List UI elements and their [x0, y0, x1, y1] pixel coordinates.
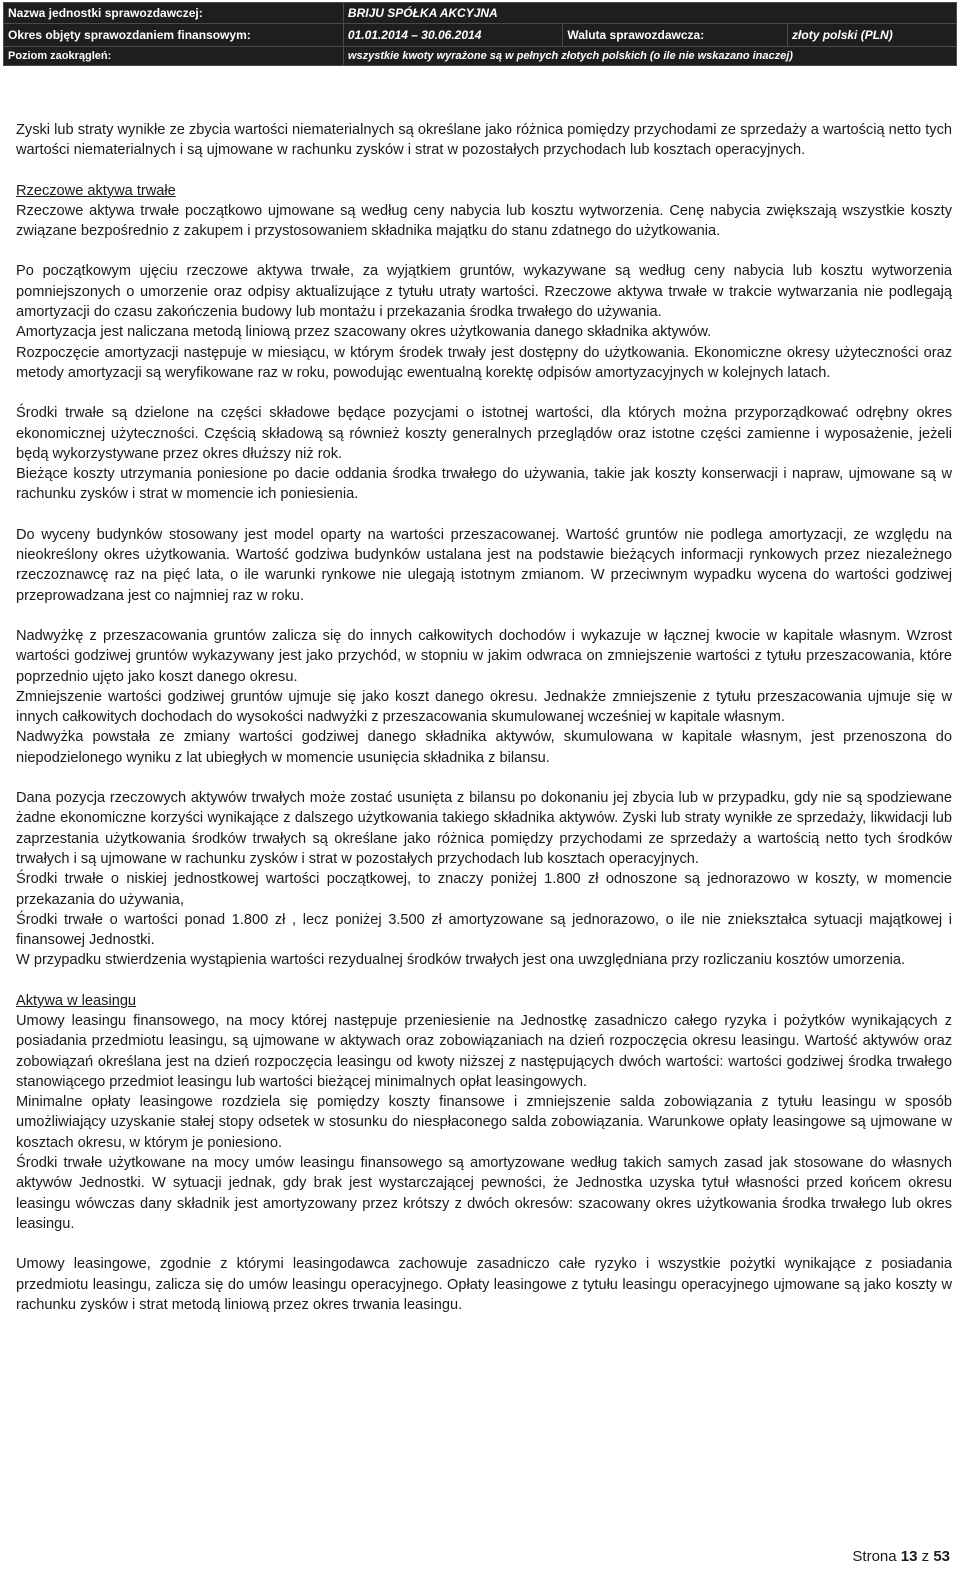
currency-label: Waluta sprawozdawcza:: [563, 24, 788, 47]
report-header: [3, 2, 957, 66]
rounding-label: Poziom zaokrągleń:: [4, 47, 344, 66]
entity-value: BRIJU SPÓŁKA AKCYJNA: [343, 3, 956, 24]
rounding-value: wszystkie kwoty wyrażone są w pełnych złotych polskich (o ile nie wskazano inaczej): [343, 47, 956, 66]
paragraph: W przypadku stwierdzenia wystąpienia wartości rezydualnej środków trwałych jest ona uwzględniana przy rozliczaniu kosztów umorzenia.: [16, 952, 905, 969]
section-heading-aktywa-w-leasingu: Aktywa w leasingu: [16, 992, 137, 1009]
paragraph: Dana pozycja rzeczowych aktywów trwałych może zostać usunięta z bilansu po dokonaniu jej zbycia lub w przypadku, gdy nie są spodziewane żadne ekonomiczne korzyści wynikające z dalszego użytkowania takiego składnika aktywów. Zyski lub straty wynikłe ze sprzedaży, likwidacji lub zaprzestania użytkowania środków trwałych są określane jako różnica pomiędzy przychodami ze sprzedaży a wartością netto tych środków trwałych i są ujmowane w rachunku zysków i strat w pozostałych przychodach lub kosztach operacyjnych.: [16, 790, 952, 867]
paragraph: Minimalne opłaty leasingowe rozdziela się pomiędzy koszty finansowe i zmniejszenie salda zobowiązania z tytułu leasingu w sposób umożliwiający uzyskanie stałej stopy odsetek w stosunku do niespłaconego salda zobowiązania. Warunkowe opłaty leasingowe są ujmowane w kosztach okresu, w którym je poniesiono.: [16, 1094, 952, 1151]
paragraph: Bieżące koszty utrzymania poniesione po dacie oddania środka trwałego do używania, takie jak koszty konserwacji i napraw, ujmowane są w rachunku zysków i strat w momencie ich poniesienia.: [16, 466, 952, 503]
paragraph: Środki trwałe użytkowane na mocy umów leasingu finansowego są amortyzowane według takich samych zasad jak stosowane do własnych aktywów Jednostki. W sytuacji jednak, gdy brak jest wystarczającej pewności, że Jednostka uzyska tytuł własności przed końcem okresu leasingu wówczas dany składnik jest amortyzowany przez krótszy z dwóch okresów: szacowany okres użytkowania środka trwałego lub okres leasingu.: [16, 1155, 952, 1232]
paragraph: Do wyceny budynków stosowany jest model oparty na wartości przeszacowanej. Wartość gruntów nie podlega amortyzacji, ze względu na nieokreślony okres użytkowania. Wartość godziwa budynków ustalana jest na podstawie bieżących informacji rynkowych przez niezależnego rzeczoznawcę raz na pięć lata, o ile warunki rynkowe nie ulegają istotnym zmianom. W przeciwnym wypadku wycena do wartości godziwej przeprowadzana jest co najmniej raz w roku.: [16, 526, 952, 604]
paragraph: Amortyzacja jest naliczana metodą liniową przez szacowany okres użytkowania danego składnika aktywów.: [16, 324, 712, 341]
paragraph: Środki trwałe są dzielone na części składowe będące pozycjami o istotnej wartości, dla których można przyporządkować odrębny okres ekonomicznej użyteczności. Częścią składową są również koszty generalnych przeglądów oraz istotne części zamienne i wyposażenie, jeżeli będą wykorzystywane przez okres dłuższy niż rok.: [16, 405, 952, 462]
page-total: 53: [933, 1548, 950, 1565]
currency-value: złoty polski (PLN): [788, 24, 957, 47]
paragraph: Nadwyżkę z przeszacowania gruntów zalicza się do innych całkowitych dochodów i wykazuje w łącznej kwocie w kapitale własnym. Wzrost wartości godziwej gruntów wykazywany jest jako przychód, w stopniu w jakim odwraca on zmniejszenie wartości z tytułu przeszacowania, które poprzednio ujęto jako koszt danego okresu.: [16, 627, 952, 685]
entity-label: Nazwa jednostki sprawozdawczej:: [4, 3, 344, 24]
section-heading-rzeczowe-aktywa: Rzeczowe aktywa trwałe: [16, 182, 176, 199]
paragraph: Rozpoczęcie amortyzacji następuje w miesiącu, w którym środek trwały jest dostępny do użytkowania. Ekonomiczne okresy użyteczności oraz metody amortyzacji są weryfikowane raz w roku, powodując ewentualną korektę odpisów amortyzacyjnych w kolejnych latach.: [16, 344, 952, 381]
paragraph: Umowy leasingowe, zgodnie z którymi leasingodawca zachowuje zasadniczo całe ryzyko i wszystkie pożytki wynikające z posiadania przedmiotu leasingu, zalicza się do umów leasingu operacyjnego. Opłaty leasingowe z tytułu leasingu operacyjnego ujmowane są jako koszty w rachunku zysków i strat metodą liniową przez okres trwania leasingu.: [16, 1256, 952, 1313]
paragraph: Środki trwałe o niskiej jednostkowej wartości początkowej, to znaczy poniżej 1.800 zł odnoszone są jednorazowo w koszty, w momencie przekazania do używania,: [16, 871, 952, 908]
page-current: 13: [900, 1548, 918, 1565]
paragraph: Umowy leasingu finansowego, na mocy której następuje przeniesienie na Jednostkę zasadniczo całego ryzyka i pożytków wynikających z posiadania przedmiotu leasingu, są ujmowane w aktywach oraz zobowiązaniach na dzień rozpoczęcia okresu leasingu. Wartość aktywów oraz zobowiązań określana jest na dzień rozpoczęcia leasingu od kwoty niższej z następujących dwóch wartości: wartości godziwej środka trwałego stanowiącego przedmiot leasingu lub wartości bieżącej minimalnych opłat leasingowych.: [16, 1012, 952, 1090]
period-value: 01.01.2014 – 30.06.2014: [343, 24, 562, 47]
paragraph: Zyski lub straty wynikłe ze zbycia wartości niematerialnych są określane jako różnica pomiędzy przychodami ze sprzedaży a wartością netto tych wartości niematerialnych i są ujmowane w rachunku zysków i strat w pozostałych przychodach lub kosztach operacyjnych.: [16, 122, 952, 159]
page-separator: z: [921, 1548, 930, 1565]
document-body: [16, 120, 952, 1315]
paragraph: Po początkowym ujęciu rzeczowe aktywa trwałe, za wyjątkiem gruntów, wykazywane są według ceny nabycia lub kosztu wytworzenia pomniejszonych o umorzenie oraz odpisy aktualizujące z tytułu utraty wartości. Rzeczowe aktywa trwałe w trakcie wytwarzania nie podlegają amortyzacji do czasu zakończenia budowy lub montażu i przekazania środka trwałego do używania.: [16, 263, 952, 321]
page-number: [852, 1548, 950, 1565]
paragraph: Środki trwałe o wartości ponad 1.800 zł , lecz poniżej 3.500 zł amortyzowane są jednorazowo, o ile nie zniekształca sytuacji majątkowej i finansowej Jednostki.: [16, 911, 952, 949]
paragraph: Zmniejszenie wartości godziwej gruntów ujmuje się jako koszt danego okresu. Jednakże zmniejszenie z tytułu przeszacowania ujmuje się w innych całkowitych dochodach do wysokości nadwyżki z przeszacowania skumulowanej wcześniej w kapitale własnym.: [16, 688, 952, 726]
paragraph: Nadwyżka powstała ze zmiany wartości godziwej danego składnika aktywów, skumulowana w kapitale własnym, jest przenoszona do niepodzielonego wyniku z lat ubiegłych w momencie usunięcia składnika z bilansu.: [16, 729, 952, 766]
page-prefix: Strona: [852, 1548, 897, 1565]
period-label: Okres objęty sprawozdaniem finansowym:: [4, 24, 344, 47]
paragraph: Rzeczowe aktywa trwałe początkowo ujmowane są według ceny nabycia lub kosztu wytworzenia. Cenę nabycia zwiększają wszystkie koszty związane bezpośrednio z zakupem i przystosowaniem składnika majątku do stanu zdatnego do użytkowania.: [16, 202, 952, 240]
